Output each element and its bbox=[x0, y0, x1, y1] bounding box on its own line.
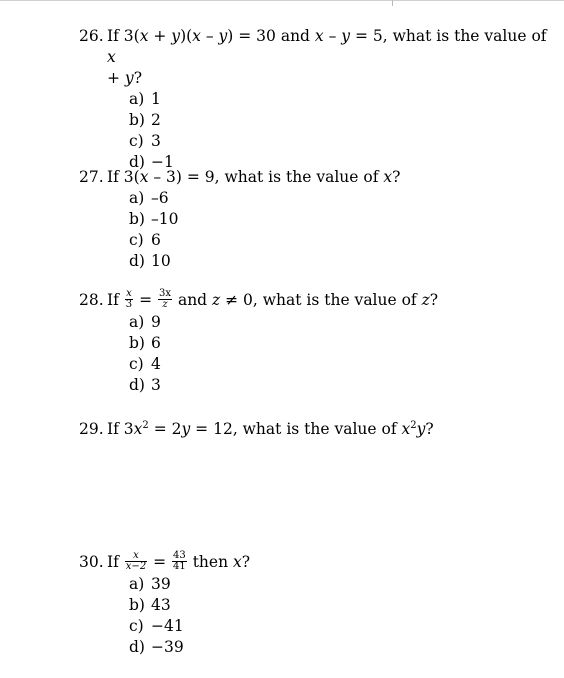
option-text: 3 bbox=[151, 375, 161, 394]
options-list bbox=[79, 312, 549, 396]
variable: y bbox=[416, 420, 426, 438]
stem-text: ? bbox=[429, 291, 439, 309]
variable: x bbox=[107, 48, 116, 66]
equals-sign: = bbox=[148, 553, 172, 571]
variable: x bbox=[133, 420, 143, 438]
stem-text: )( bbox=[180, 27, 193, 45]
question-number: 30. bbox=[79, 553, 104, 571]
stem-text: – bbox=[200, 27, 219, 45]
option-a[interactable] bbox=[129, 312, 549, 333]
option-text: –10 bbox=[151, 210, 179, 228]
fraction-denominator: x−2 bbox=[125, 560, 147, 572]
exponent: 2 bbox=[142, 419, 149, 431]
option-letter: c) bbox=[129, 231, 144, 249]
stem-text: = 5, what is the value of bbox=[350, 27, 547, 45]
option-a[interactable] bbox=[129, 188, 549, 209]
fraction-denominator: z bbox=[162, 298, 168, 310]
option-text: −1 bbox=[151, 153, 174, 171]
option-text: 3 bbox=[151, 132, 161, 150]
option-text: −39 bbox=[151, 637, 184, 656]
option-b[interactable] bbox=[129, 333, 549, 354]
option-letter: d) bbox=[129, 153, 145, 171]
variable: x bbox=[401, 420, 411, 438]
variable: y bbox=[181, 420, 191, 438]
stem-text: + bbox=[107, 69, 125, 87]
option-text: 6 bbox=[151, 231, 161, 249]
option-letter: b) bbox=[129, 111, 145, 129]
question-stem bbox=[79, 167, 549, 188]
fraction-numerator: 3x bbox=[159, 287, 172, 299]
option-text: 2 bbox=[151, 111, 161, 129]
option-a[interactable] bbox=[129, 89, 549, 110]
question-number: 29. bbox=[79, 420, 104, 438]
option-text: 10 bbox=[151, 252, 171, 270]
option-text: 6 bbox=[151, 333, 161, 352]
option-letter: a) bbox=[129, 90, 145, 108]
option-d[interactable] bbox=[129, 637, 549, 658]
option-b[interactable] bbox=[129, 595, 549, 616]
variable: x bbox=[314, 27, 324, 45]
option-letter: c) bbox=[129, 354, 144, 373]
option-text: 1 bbox=[151, 90, 161, 108]
question-29 bbox=[79, 419, 549, 440]
options-list bbox=[79, 188, 549, 272]
top-tick-mark bbox=[392, 0, 393, 6]
question-number: 26. bbox=[79, 27, 104, 45]
stem-text: If 3 bbox=[107, 420, 134, 438]
stem-text: = 2 bbox=[148, 420, 182, 438]
variable: y bbox=[124, 69, 134, 87]
stem-text: = 12, what is the value of bbox=[190, 420, 402, 438]
fraction-numerator: x bbox=[126, 287, 132, 299]
variable: x bbox=[139, 27, 149, 45]
option-letter: d) bbox=[129, 375, 145, 394]
question-30 bbox=[79, 549, 549, 658]
question-stem bbox=[79, 419, 549, 440]
option-text: −41 bbox=[151, 616, 184, 635]
question-27 bbox=[79, 167, 549, 272]
stem-text: then bbox=[187, 553, 233, 571]
option-d[interactable] bbox=[129, 375, 549, 396]
option-letter: d) bbox=[129, 252, 145, 270]
question-28 bbox=[79, 287, 549, 396]
stem-text: If bbox=[107, 553, 124, 571]
variable: x bbox=[192, 27, 201, 45]
exponent: 2 bbox=[410, 419, 417, 431]
variable: x bbox=[383, 168, 393, 186]
stem-text: ? bbox=[133, 69, 142, 87]
fraction-numerator: x bbox=[125, 551, 147, 562]
stem-text: ? bbox=[241, 553, 251, 571]
options-list bbox=[79, 89, 549, 173]
option-letter: b) bbox=[129, 595, 145, 614]
top-border-line bbox=[0, 0, 564, 1]
option-letter: b) bbox=[129, 210, 145, 228]
fraction-denominator: 3 bbox=[125, 298, 133, 310]
variable: x bbox=[233, 553, 242, 571]
stem-text: If 3( bbox=[107, 168, 140, 186]
option-text: –6 bbox=[151, 189, 169, 207]
question-number: 28. bbox=[79, 291, 104, 309]
equals-sign: = bbox=[134, 291, 158, 309]
option-c[interactable] bbox=[129, 616, 549, 637]
option-b[interactable] bbox=[129, 209, 549, 230]
stem-text: and bbox=[173, 291, 213, 309]
option-letter: a) bbox=[129, 312, 145, 331]
option-c[interactable] bbox=[129, 230, 549, 251]
stem-text: + bbox=[148, 27, 172, 45]
option-letter: b) bbox=[129, 333, 145, 352]
options-list bbox=[79, 574, 549, 658]
fraction bbox=[125, 289, 133, 310]
fraction-numerator: 43 bbox=[173, 549, 186, 561]
question-stem bbox=[79, 26, 549, 89]
variable: y bbox=[218, 27, 228, 45]
variable: y bbox=[171, 27, 181, 45]
question-26 bbox=[79, 26, 549, 173]
option-b[interactable] bbox=[129, 110, 549, 131]
fraction-denominator: 41 bbox=[173, 560, 186, 572]
stem-text: ≠ 0, what is the value of bbox=[220, 291, 422, 309]
variable: y bbox=[341, 27, 351, 45]
variable: z bbox=[212, 291, 221, 309]
variable: x bbox=[139, 168, 149, 186]
option-c[interactable] bbox=[129, 354, 549, 375]
fraction bbox=[125, 551, 147, 572]
question-stem bbox=[79, 287, 549, 312]
stem-text: ) = 30 and bbox=[227, 27, 315, 45]
option-text: 43 bbox=[151, 595, 171, 614]
option-c[interactable] bbox=[129, 131, 549, 152]
stem-text: If 3( bbox=[107, 27, 140, 45]
stem-text: ? bbox=[425, 420, 434, 438]
option-a[interactable] bbox=[129, 574, 549, 595]
fraction bbox=[158, 289, 172, 310]
option-letter: c) bbox=[129, 616, 144, 635]
option-letter: a) bbox=[129, 189, 145, 207]
option-d[interactable] bbox=[129, 251, 549, 272]
option-letter: d) bbox=[129, 637, 145, 656]
stem-text: – bbox=[323, 27, 342, 45]
option-text: 4 bbox=[151, 354, 161, 373]
stem-text: If bbox=[107, 291, 124, 309]
option-letter: a) bbox=[129, 574, 145, 593]
option-text: 9 bbox=[151, 312, 161, 331]
stem-text: – 3) = 9, what is the value of bbox=[148, 168, 384, 186]
question-number: 27. bbox=[79, 168, 104, 186]
question-stem bbox=[79, 549, 549, 574]
variable: z bbox=[421, 291, 430, 309]
fraction bbox=[172, 551, 187, 572]
stem-text: ? bbox=[392, 168, 401, 186]
option-letter: c) bbox=[129, 132, 144, 150]
option-text: 39 bbox=[151, 574, 171, 593]
